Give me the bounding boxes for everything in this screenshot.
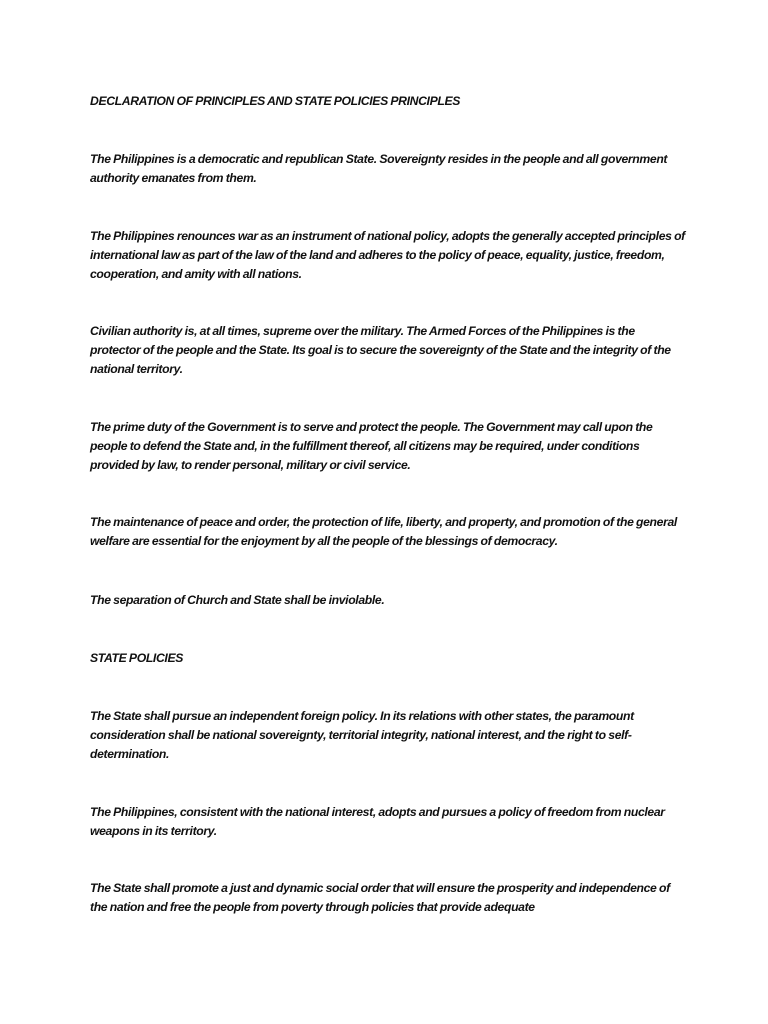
principle-paragraph-3: Civilian authority is, at all times, supreme over the military. The Armed Forces of the Philippines is the protector of the people and the State. Its goal is to secure the sovereignty of the State and the integrity of the national territory. [90,324,671,376]
policy-paragraph-1: The State shall pursue an independent foreign policy. In its relations with other states, the paramount consideration shall be national sovereignty, territorial integrity, national interest, and the right to self-determination. [90,709,634,761]
principle-paragraph-6: The separation of Church and State shall be inviolable. [90,593,385,607]
section-heading-state-policies: STATE POLICIES [90,651,184,665]
principle-paragraph-5: The maintenance of peace and order, the protection of life, liberty, and property, and promotion of the general welfare are essential for the enjoyment by all the people of the blessings of democracy. [90,515,677,548]
principle-paragraph-2: The Philippines renounces war as an instrument of national policy, adopts the generally accepted principles of international law as part of the law of the land and adheres to the policy of peace, equality, justice, freedom, cooperation, and amity with all nations. [90,229,685,281]
section-heading-principles: DECLARATION OF PRINCIPLES AND STATE POLICIES PRINCIPLES [90,94,461,108]
policy-paragraph-3: The State shall promote a just and dynamic social order that will ensure the prosperity and independence of the nation and free the people from poverty through policies that provide adequate [90,881,670,914]
principle-paragraph-1: The Philippines is a democratic and republican State. Sovereignty resides in the people and all government authority emanates from them. [90,152,668,185]
principle-paragraph-4: The prime duty of the Government is to serve and protect the people. The Government may call upon the people to defend the State and, in the fulfillment thereof, all citizens may be required, under conditions provided by law, to render personal, military or civil service. [90,420,653,472]
policy-paragraph-2: The Philippines, consistent with the national interest, adopts and pursues a policy of freedom from nuclear weapons in its territory. [90,805,665,838]
